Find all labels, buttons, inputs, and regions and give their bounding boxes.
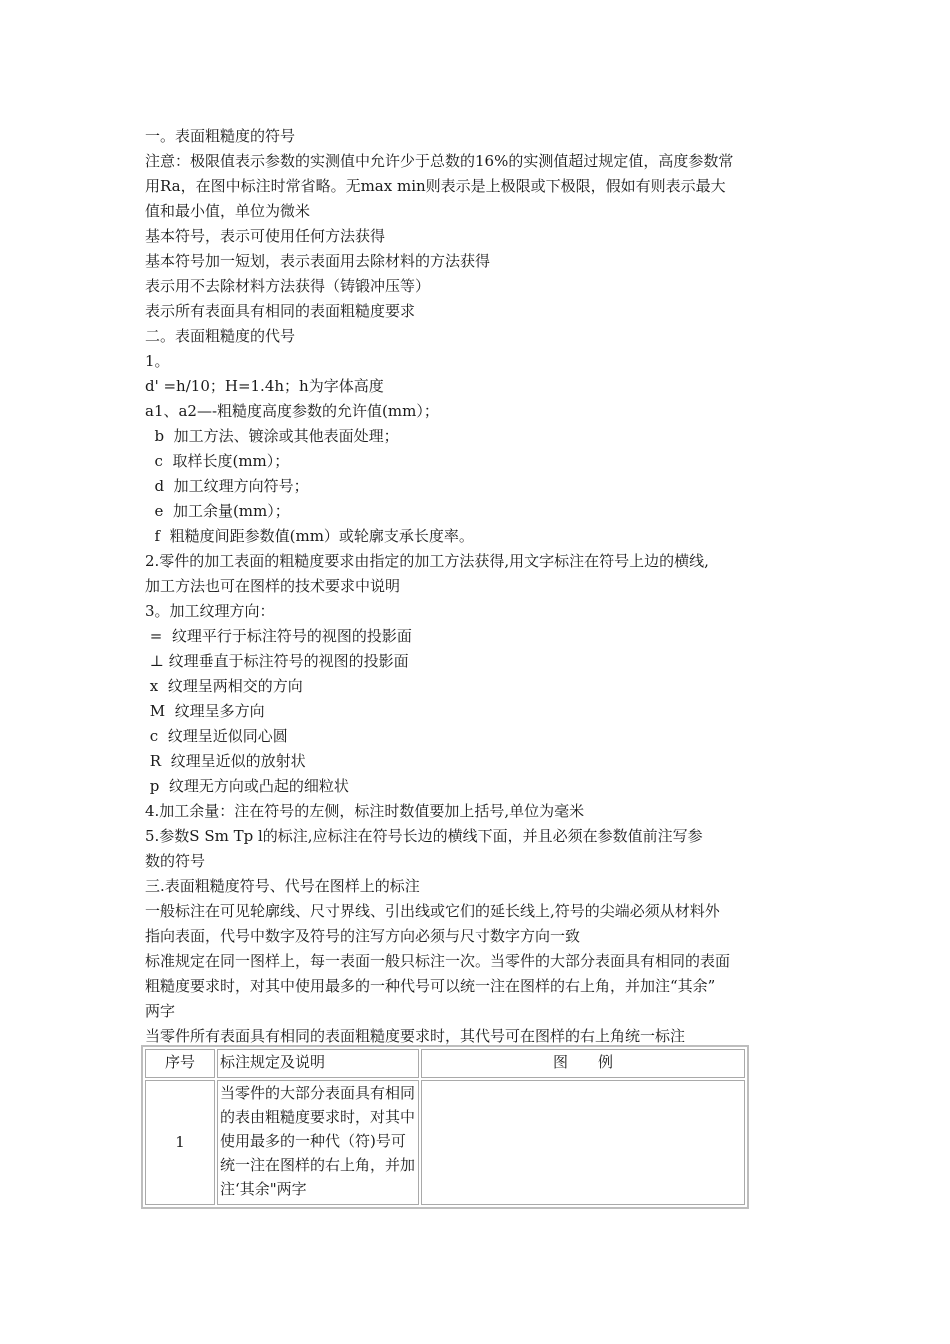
- text-line: d 加工纹理方向符号；: [145, 477, 309, 495]
- text-line: 值和最小值，单位为微米: [145, 202, 311, 220]
- document-body: [145, 124, 805, 1049]
- text-line: e 加工余量(mm）；: [145, 502, 290, 520]
- text-line: b 加工方法、镀涂或其他表面处理；: [145, 427, 399, 445]
- text-line: 表示所有表面具有相同的表面粗糙度要求: [145, 302, 416, 320]
- text-line: 二。表面粗糙度的代号: [145, 327, 296, 345]
- text-line: 用Ra，在图中标注时常省略。无max min则表示是上极限或下极限，假如有则表示最大: [145, 177, 726, 195]
- text-line: 5.参数S Sm Tp l的标注,应标注在符号长边的横线下面，并且必须在参数值前注写参: [145, 827, 703, 845]
- text-line: ⊥ 纹理垂直于标注符号的视图的投影面: [145, 652, 409, 670]
- text-line: 1。: [145, 352, 170, 370]
- text-line: 数的符号: [145, 852, 206, 870]
- text-line: 指向表面，代号中数字及符号的注写方向必须与尺寸数字方向一致: [145, 927, 581, 945]
- text-line: 2.零件的加工表面的粗糙度要求由指定的加工方法获得,用文字标注在符号上边的横线,: [145, 552, 709, 570]
- text-line: 两字: [145, 1002, 176, 1020]
- text-line: 三.表面粗糙度符号、代号在图样上的标注: [145, 877, 420, 895]
- text-line: x 纹理呈两相交的方向: [145, 677, 303, 695]
- table-header-row: [145, 1049, 745, 1078]
- text-line: 标准规定在同一图样上，每一表面一般只标注一次。当零件的大部分表面具有相同的表面: [145, 952, 731, 970]
- text-line: 注意：极限值表示参数的实测值中允许少于总数的16%的实测值超过规定值，高度参数常: [145, 152, 734, 170]
- text-line: p 纹理无方向或凸起的细粒状: [145, 777, 349, 795]
- text-line: f 粗糙度间距参数值(mm）或轮廓支承长度率。: [145, 527, 474, 545]
- text-line: c 纹理呈近似同心圆: [145, 727, 288, 745]
- text-line: c 取样长度(mm）；: [145, 452, 290, 470]
- row-index: 1: [145, 1080, 215, 1205]
- text-line: 3。加工纹理方向：: [145, 602, 275, 620]
- text-line: 加工方法也可在图样的技术要求中说明: [145, 577, 401, 595]
- text-line: 粗糙度要求时，对其中使用最多的一种代号可以统一注在图样的右上角，并加注“其余”: [145, 977, 716, 995]
- text-line: a1、a2—-粗糙度高度参数的允许值(mm）；: [145, 402, 439, 420]
- row-description-cell: [217, 1080, 419, 1205]
- row-description: 当零件的大部分表面具有相同的表由粗糙度要求时，对其中使用最多的一种代（符)号可统一注在图样的右上角，并加注‘其余"两字: [220, 1083, 416, 1198]
- text-line: 4.加工余量：注在符号的左侧，标注时数值要加上括号,单位为毫米: [145, 802, 585, 820]
- text-line: 一。表面粗糙度的符号: [145, 127, 296, 145]
- text-line: 基本符号加一短划，表示表面用去除材料的方法获得: [145, 252, 491, 270]
- text-line: M 纹理呈多方向: [145, 702, 265, 720]
- text-line: 基本符号，表示可使用任何方法获得: [145, 227, 386, 245]
- annotation-table: [141, 1045, 749, 1209]
- text-line: R 纹理呈近似的放射状: [145, 752, 306, 770]
- text-line: = 纹理平行于标注符号的视图的投影面: [145, 627, 412, 645]
- text-line: 表示用不去除材料方法获得（铸锻冲压等）: [145, 277, 431, 295]
- row-example: [421, 1080, 745, 1205]
- table-row: [145, 1080, 745, 1205]
- header-description: 标注规定及说明: [217, 1049, 419, 1078]
- header-example: 图 例: [421, 1049, 745, 1078]
- header-index: 序号: [145, 1049, 215, 1078]
- text-line: 一般标注在可见轮廓线、尺寸界线、引出线或它们的延长线上,符号的尖端必须从材料外: [145, 902, 720, 920]
- text-line: 当零件所有表面具有相同的表面粗糙度要求时，其代号可在图样的右上角统一标注: [145, 1027, 686, 1045]
- text-line: d' =h/10；H=1.4h；h为字体高度: [145, 377, 384, 395]
